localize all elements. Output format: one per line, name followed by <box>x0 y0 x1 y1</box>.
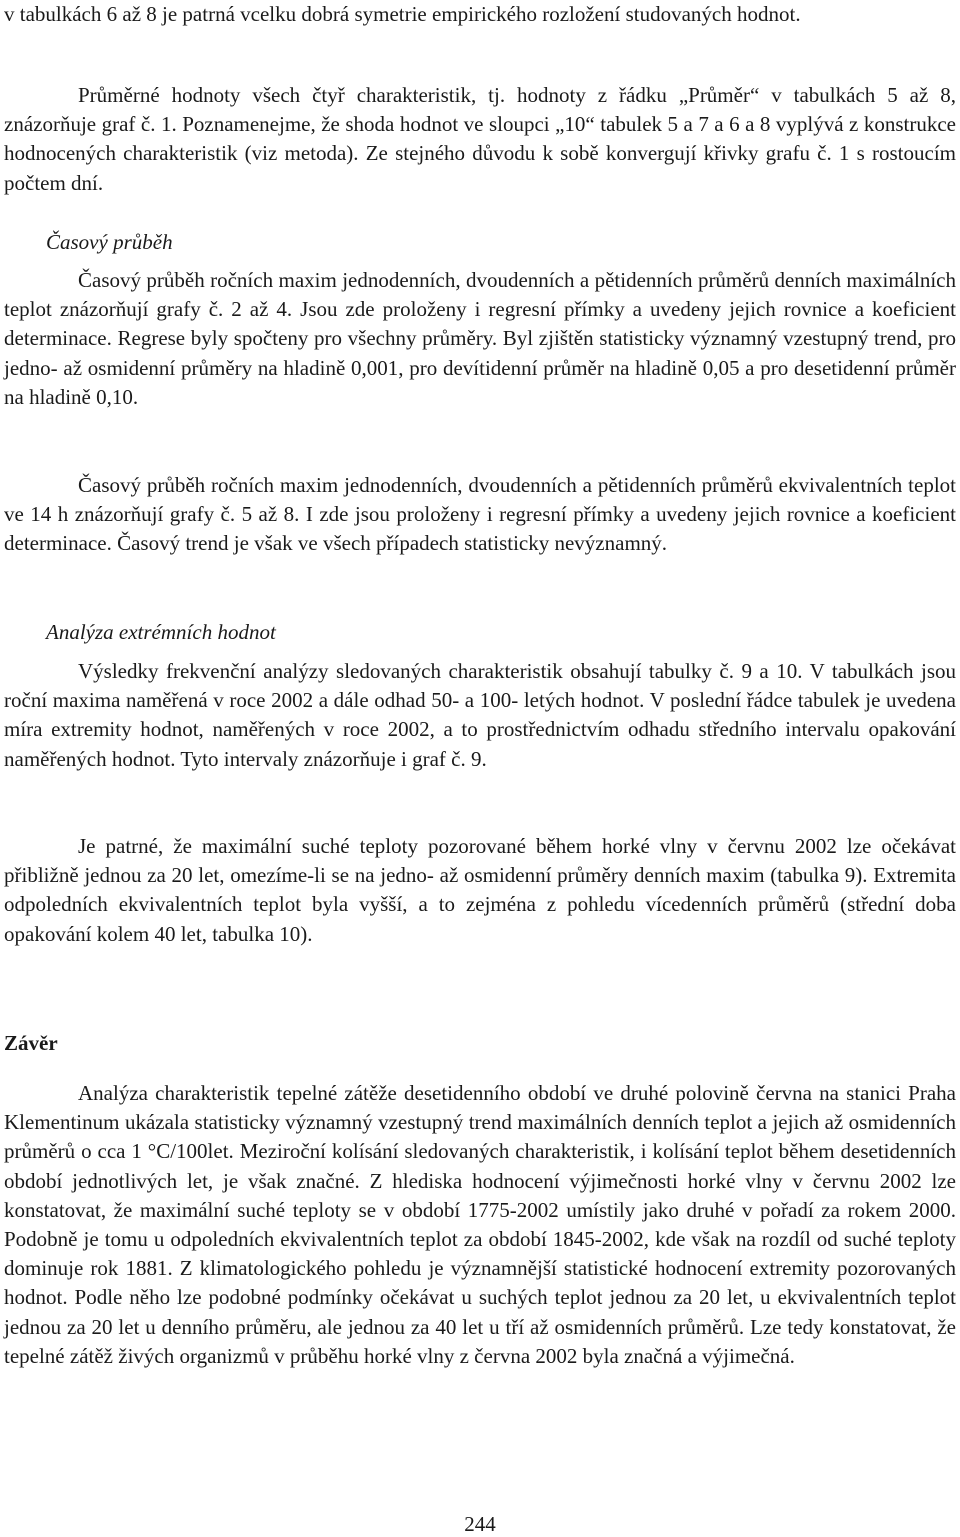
paragraph-conclusion <box>4 1079 956 1371</box>
paragraph-text: Analýza charakteristik tepelné zátěže desetidenního období ve druhé polovině června na stanici Praha Klementinum ukázala statisticky významný vzestupný trend maximálních denních teplot a jejich až osmidenních průměrů o cca 1 °C/100let. Meziroční kolísání sledovaných charakteristik, i kolísání teplot během desetidenních období jednotlivých let, je však značné. Z hlediska hodnocení výjimečnosti horké vlny v červnu 2002 lze konstatovat, že maximální suché teploty se v období 1775-2002 umístily jako druhé v pořadí za rokem 2000. Podobně je tomu u odpoledních ekvivalentních teplot za období 1845-2002, kde však na rozdíl od suché teploty dominuje rok 1881. Z klimatologického pohledu je významnější statistické hodnocení extremity pozorovaných hodnot. Podle něho lze podobné podmínky očekávat u suchých teplot jednou za 20 let, u ekvivalentních teplot jednou za 20 let u denního průměru, ale jednou za 40 let u tří až osmidenních průměrů. Lze tedy konstatovat, že tepelné zátěž živých organizmů v průběhu horké vlny z června 2002 byla značná a výjimečná. <box>4 1081 956 1368</box>
section-heading: Závěr <box>4 1031 58 1055</box>
paragraph-dry-trend <box>4 266 956 412</box>
page-number: 244 <box>464 1512 496 1536</box>
heading-extreme-analysis <box>4 618 956 647</box>
heading-time-course <box>4 228 956 257</box>
paragraph-text: Průměrné hodnoty všech čtyř charakteristik, tj. hodnoty z řádku „Průměr“ v tabulkách 5 až 8, znázorňuje graf č. 1. Poznamenejme, že shoda hodnot ve sloupci „10“ tabulek 5 a 7 a 6 a 8 vyplývá z konstrukce hodnocených charakteristik (viz metoda). Ze stejného důvodu k sobě konvergují křivky grafu č. 1 s rostoucím počtem dní. <box>4 83 956 195</box>
heading-conclusion <box>4 1029 956 1058</box>
paragraph-text: v tabulkách 6 až 8 je patrná vcelku dobrá symetrie empirického rozložení studovaných hodnot. <box>4 2 801 26</box>
document-page <box>4 0 956 1537</box>
paragraph-text: Je patrné, že maximální suché teploty pozorované během horké vlny v červnu 2002 lze očekávat přibližně jednou za 20 let, omezíme-li se na jedno- až osmidenní průměry denních maxim (tabulka 9). Extremita odpoledních ekvivalentních teplot byla vyšší, a to zejména z pohledu vícedenních průměrů (střední doba opakování kolem 40 let, tabulka 10). <box>4 834 956 946</box>
paragraph-equivalent-trend <box>4 471 956 559</box>
paragraph-frequency-analysis <box>4 657 956 774</box>
section-heading: Analýza extrémních hodnot <box>46 620 276 644</box>
paragraph-averages <box>4 81 956 198</box>
paragraph-text: Výsledky frekvenční analýzy sledovaných charakteristik obsahují tabulky č. 9 a 10. V tabulkách jsou roční maxima naměřená v roce 2002 a dále odhad 50- a 100- letých hodnot. V poslední řádce tabulek je uvedena míra extremity hodnot, naměřených v roce 2002, a to prostřednictvím odhadu středního intervalu opakování naměřených hodnot. Tyto intervaly znázorňuje i graf č. 9. <box>4 659 956 771</box>
paragraph-symmetry <box>4 0 956 29</box>
paragraph-return-period <box>4 832 956 949</box>
paragraph-text: Časový průběh ročních maxim jednodenních, dvoudenních a pětidenních průměrů ekvivalentních teplot ve 14 h znázorňují grafy č. 5 až 8. I zde jsou proloženy i regresní přímky a uvedeny jejich rovnice a koeficient determinace. Časový trend je však ve všech případech statisticky nevýznamný. <box>4 473 956 556</box>
section-heading: Časový průběh <box>46 230 173 254</box>
paragraph-text: Časový průběh ročních maxim jednodenních, dvoudenních a pětidenních průměrů denních maximálních teplot znázorňují grafy č. 2 až 4. Jsou zde proloženy i regresní přímky a uvedeny jejich rovnice a koeficient determinace. Regrese byly spočteny pro všechny průměry. Byl zjištěn statisticky významný vzestupný trend, pro jedno- až osmidenní průměry na hladině 0,001, pro devítidenní průměr na hladině 0,05 a pro desetidenní průměr na hladině 0,10. <box>4 268 956 409</box>
